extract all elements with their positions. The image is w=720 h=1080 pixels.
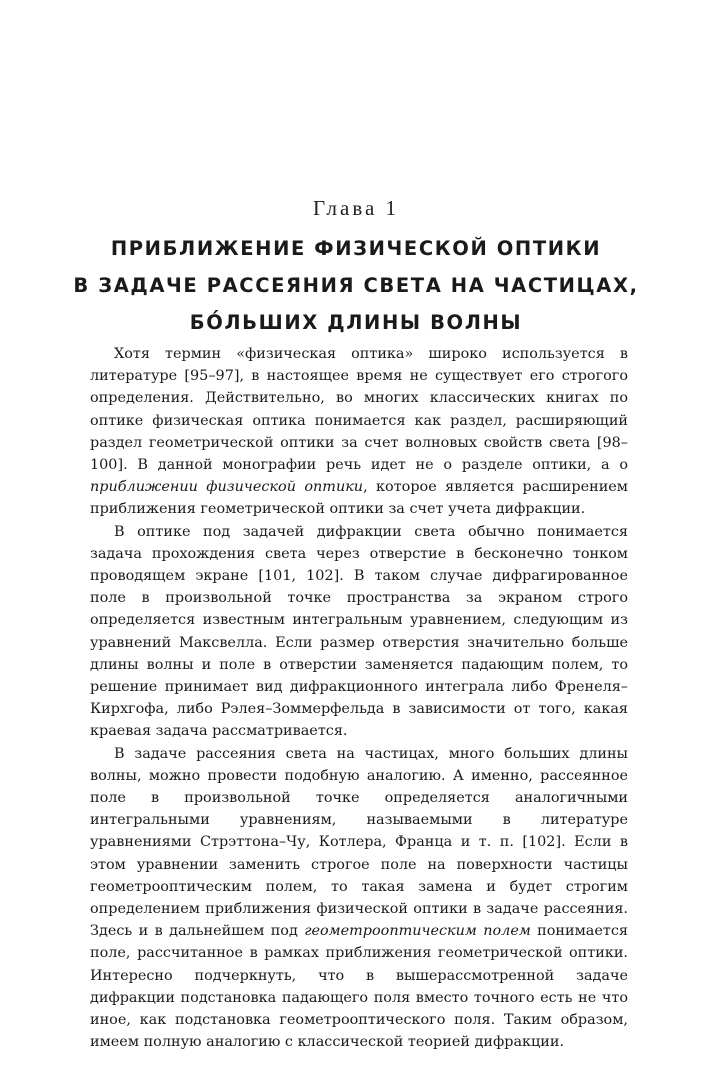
chapter-title-line: В ЗАДАЧЕ РАССЕЯНИЯ СВЕТА НА ЧАСТИЦАХ, bbox=[73, 274, 639, 297]
chapter-title-line: БО́ЛЬШИХ ДЛИНЫ ВОЛНЫ bbox=[189, 311, 523, 334]
paragraph bbox=[90, 343, 628, 521]
paragraph-emphasis: приближении физической оптики bbox=[90, 479, 364, 496]
paragraph bbox=[90, 521, 628, 743]
chapter-title bbox=[60, 230, 652, 341]
paragraph-text: понимается поле, рассчитанное в рамках приближения геометрической оптики. Интересно подчеркнуть, что в вышерассмотренной задаче дифракции подстановка падающего поля вместо точного есть не что иное, как подстановка геометрооптического поля. Таким образом, имеем полную аналогию с классической теорией дифракции. bbox=[90, 923, 628, 1051]
chapter-label: Глава 1 bbox=[312, 196, 400, 220]
paragraph-text: , которое является расширением приближения геометрической оптики за счет учета дифракции. bbox=[90, 479, 628, 518]
paragraph-emphasis: геометрооптическим полем bbox=[304, 923, 531, 940]
body-text bbox=[90, 343, 628, 1054]
paragraph-text: Хотя термин «физическая оптика» широко используется в литературе [95–97], в настоящее время не существует его строгого определения. Действительно, во многих классических книгах по оптике физическая оптика понимается как раздел, расширяющий раздел геометрической оптики за счет волновых свойств света [98–100]. В данной монографии речь идет не о разделе оптики, а о bbox=[90, 346, 628, 474]
paragraph bbox=[90, 743, 628, 1054]
paragraph-text: В оптике под задачей дифракции света обычно понимается задача прохождения света через отверстие в бесконечно тонком проводящем экране [101, 102]. В таком случае дифрагированное поле в произвольной точке пространства за экраном строго определяется известным интегральным уравнением, следующим из уравнений Максвелла. Если размер отверстия значительно больше длины волны и поле в отверстии заменяется падающим полем, то решение принимает вид дифракционного интеграла либо Френеля–Кирхгофа, либо Рэлея–Зоммерфельда в зависимости от того, какая краевая задача рассматривается. bbox=[90, 523, 628, 740]
chapter-title-line: ПРИБЛИЖЕНИЕ ФИЗИЧЕСКОЙ ОПТИКИ bbox=[110, 237, 602, 260]
paragraph-text: В задаче рассеяния света на частицах, много больших длины волны, можно провести подобную аналогию. А именно, рассеянное поле в произвольной точке определяется аналогичными интегральными уравнениям, называемыми в литературе уравнениями Стрэттона–Чу, Котлера, Франца и т. п. [102]. Если в этом уравнении заменить строгое поле на поверхности частицы геометрооптическим полем, то такая замена и будет строгим определением приближения физической оптики в задаче рассеяния. Здесь и в дальнейшем под bbox=[90, 745, 628, 940]
